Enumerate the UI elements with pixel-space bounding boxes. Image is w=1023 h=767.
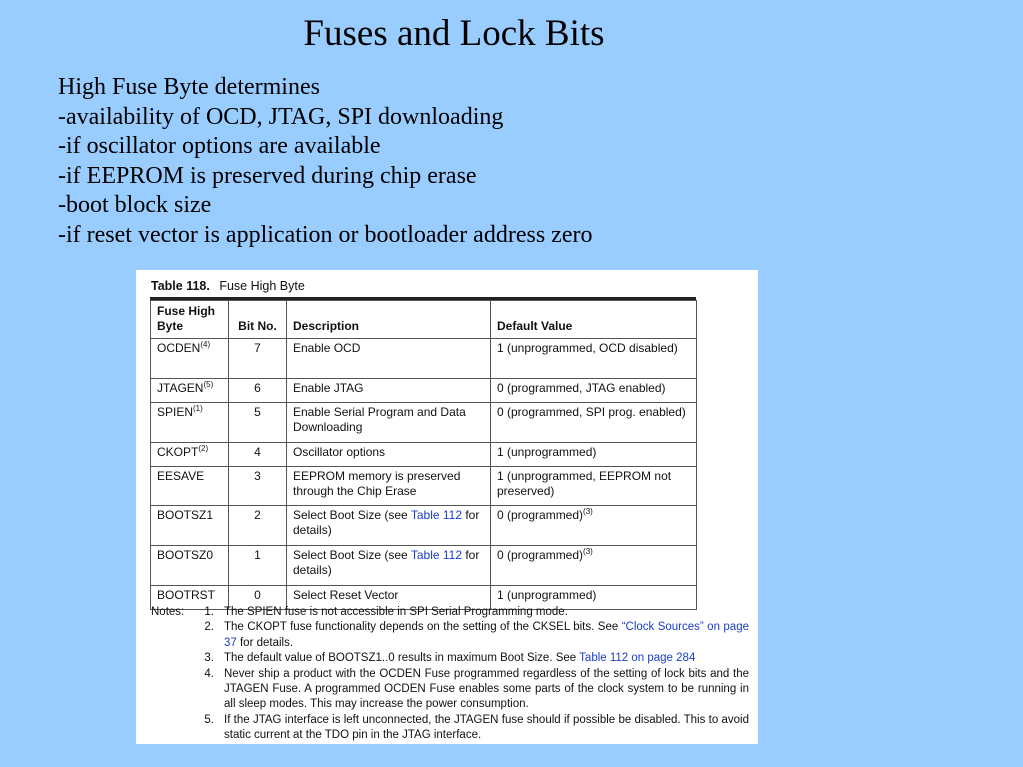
- description: Enable Serial Program and Data Downloading: [287, 403, 491, 443]
- bit-no: 2: [229, 506, 287, 546]
- table-row: [151, 506, 697, 546]
- description: Enable JTAG: [287, 379, 491, 403]
- bullet-intro: High Fuse Byte determines: [58, 74, 320, 100]
- fuse-name: BOOTSZ1: [151, 506, 229, 546]
- fuse-name: BOOTRST: [151, 586, 229, 610]
- note-number: 3.: [204, 652, 214, 665]
- default-value: 0 (programmed, SPI prog. enabled): [491, 403, 697, 443]
- table-title: Fuse High Byte: [219, 279, 305, 293]
- table-row: [151, 443, 697, 467]
- table-notes: [151, 605, 749, 744]
- bullet-item: -if oscillator options are available: [58, 133, 381, 159]
- description: Enable OCD: [287, 339, 491, 379]
- default-value: 1 (unprogrammed): [491, 443, 697, 467]
- note-item: [151, 620, 749, 651]
- table-112-page-link[interactable]: Table 112 on page 284: [579, 652, 696, 665]
- bullet-item: -boot block size: [58, 192, 212, 218]
- note-item: [151, 605, 749, 620]
- default-value: 1 (unprogrammed, EEPROM not preserved): [491, 467, 697, 506]
- default-value: 0 (programmed)$^{(3)}$: [491, 506, 697, 546]
- note-item: [151, 667, 749, 713]
- note-text: If the JTAG interface is left unconnected, the JTAGEN fuse should if possible be disabled. This to avoid static current at the TDO pin in the JTAG interface.: [224, 713, 749, 742]
- default-value: 0 (programmed)$^{(3)}$: [491, 546, 697, 586]
- description: Select Boot Size (see Table 112 for details): [287, 546, 491, 586]
- table-row: [151, 467, 697, 506]
- notes-label: Notes:: [151, 606, 185, 618]
- datasheet-excerpt: [136, 270, 758, 744]
- description: EEPROM memory is preserved through the Chip Erase: [287, 467, 491, 506]
- bit-no: 1: [229, 546, 287, 586]
- header-fuse-high-byte: Fuse High Byte: [151, 301, 229, 339]
- note-text: The default value of BOOTSZ1..0 results in maximum Boot Size. See Table 112 on page 284: [224, 652, 696, 665]
- bit-no: 5: [229, 403, 287, 443]
- table-row: [151, 546, 697, 586]
- bit-no: 7: [229, 339, 287, 379]
- description: Select Reset Vector: [287, 586, 491, 610]
- note-number: 4.: [204, 667, 214, 680]
- fuse-name: CKOPT$^{(2)}$: [151, 443, 229, 467]
- default-value: 1 (unprogrammed, OCD disabled): [491, 339, 697, 379]
- note-item: [151, 651, 749, 666]
- fuse-name: SPIEN$^{(1)}$: [151, 403, 229, 443]
- bit-no: 6: [229, 379, 287, 403]
- note-number: 5.: [204, 713, 214, 726]
- fuse-name: EESAVE: [151, 467, 229, 506]
- table-caption: [151, 279, 305, 293]
- note-number: 2.: [204, 621, 214, 634]
- table-header-row: [151, 301, 697, 339]
- note-text: The CKOPT fuse functionality depends on the setting of the CKSEL bits. See “Clock Sources” on page 37 for details.: [224, 621, 749, 649]
- header-default-value: Default Value: [491, 301, 697, 339]
- bullet-item: -availability of OCD, JTAG, SPI downloading: [58, 103, 504, 130]
- description: Select Boot Size (see Table 112 for details): [287, 506, 491, 546]
- slide-title: Fuses and Lock Bits: [303, 13, 605, 54]
- header-description: Description: [287, 301, 491, 339]
- table-row: [151, 403, 697, 443]
- default-value: 1 (unprogrammed): [491, 586, 697, 610]
- note-number: 1.: [204, 606, 214, 618]
- description: Oscillator options: [287, 443, 491, 467]
- fuse-name: OCDEN$^{(4)}$: [151, 339, 229, 379]
- fuse-name: JTAGEN$^{(5)}$: [151, 379, 229, 403]
- bit-no: 0: [229, 586, 287, 610]
- table-row: [151, 339, 697, 379]
- note-text: The SPIEN fuse is not accessible in SPI Serial Programming mode.: [224, 606, 568, 618]
- clock-sources-link[interactable]: “Clock Sources” on page 37: [224, 621, 749, 649]
- table-row: [151, 379, 697, 403]
- bit-no: 4: [229, 443, 287, 467]
- table-112-link[interactable]: Table 112: [410, 548, 462, 562]
- table-number: Table 118.: [151, 279, 210, 293]
- note-text: Never ship a product with the OCDEN Fuse programmed regardless of the setting of lock bits and the JTAGEN Fuse. A programmed OCDEN Fuse enables some parts of the clock system to be running in all sleep modes. This may increase the power consumption.: [224, 667, 749, 711]
- fuse-high-byte-table: [150, 300, 697, 610]
- bullet-item: -if reset vector is application or bootloader address zero: [58, 221, 593, 248]
- header-bit-no: Bit No.: [229, 301, 287, 339]
- bullet-list: [58, 73, 592, 250]
- default-value: 0 (programmed, JTAG enabled): [491, 379, 697, 403]
- bit-no: 3: [229, 467, 287, 506]
- table-112-link[interactable]: Table 112: [410, 508, 462, 522]
- bullet-item: -if EEPROM is preserved during chip erase: [58, 162, 477, 189]
- fuse-name: BOOTSZ0: [151, 546, 229, 586]
- note-item: [151, 713, 749, 744]
